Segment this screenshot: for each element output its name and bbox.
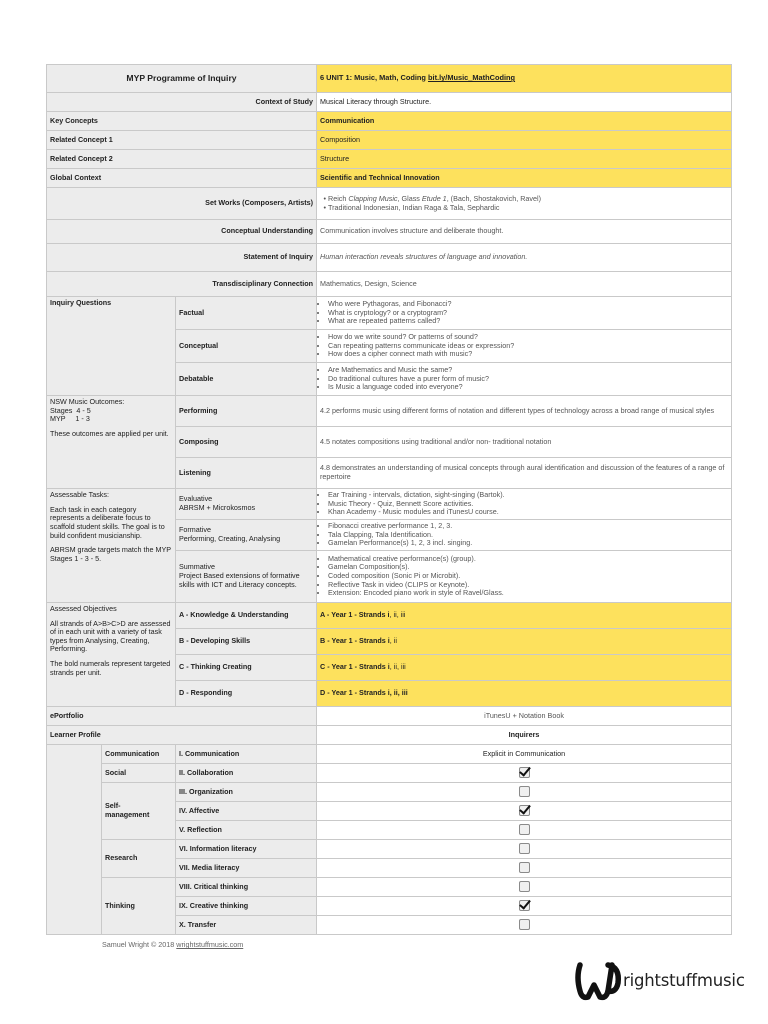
assessed-objectives-note-1: All strands of A>B>C>D are assessed of in each unit with a variety of task types from Analysing, Creating, Performing.: [50, 618, 171, 654]
list-item: • Are Mathematics and Music the same?: [328, 366, 728, 375]
atl-skill-media-literacy: VII. Media literacy: [176, 858, 317, 877]
media-literacy-checkbox[interactable]: [519, 862, 530, 873]
task-formative-sub: Performing, Creating, Analysing: [179, 533, 281, 543]
context-of-study-label: Context of Study: [47, 93, 317, 112]
collaboration-checkbox[interactable]: [519, 767, 530, 778]
atl-category-thinking: Thinking: [102, 877, 176, 934]
footer-credit: [102, 940, 243, 949]
objective-a-value: A - Year 1 - Strands i, ii, iii: [317, 602, 732, 628]
related-concept-1-value: Composition: [317, 131, 732, 150]
assessable-tasks-cell: [47, 489, 176, 603]
assessed-objectives-title: Assessed Objectives: [50, 603, 117, 613]
task-evaluative-cell: [176, 489, 317, 520]
list-item: • Can repeating patterns communicate ideas or expression?: [328, 342, 728, 351]
unit-title: 6 UNIT 1: Music, Math, Coding: [320, 73, 426, 83]
atl-skill-transfer: X. Transfer: [176, 915, 317, 934]
statement-of-inquiry-value: Human interaction reveals structures of language and innovation.: [317, 244, 732, 272]
assessable-tasks-note-2: ABRSM grade targets match the MYP Stages 1 - 3 - 5.: [50, 545, 171, 563]
task-summative-label: Summative: [179, 562, 215, 572]
eportfolio-value: iTunesU + Notation Book: [317, 706, 732, 725]
task-evaluative-sub: ABRSM + Microkosmos: [179, 502, 256, 512]
footer-link[interactable]: wrightstuffmusic.com: [176, 940, 244, 949]
key-concepts-label: Key Concepts: [47, 112, 317, 131]
list-item: • What is cryptology? or a cryptogram?: [328, 309, 728, 318]
information-literacy-checkbox[interactable]: [519, 843, 530, 854]
wrightstuffmusic-logo: [574, 957, 745, 1003]
outcomes-myp: MYP 1 - 3: [50, 414, 90, 424]
task-formative-items: [317, 519, 732, 550]
transdisciplinary-label: Transdisciplinary Connection: [47, 272, 317, 297]
list-item: • Extension: Encoded piano work in style of Ravel/Glass.: [328, 589, 728, 598]
atl-skill-affective: IV. Affective: [176, 801, 317, 820]
footer-text: Samuel Wright © 2018: [102, 940, 177, 949]
outcome-performing-value: 4.2 performs music using different forms of notation and different types of technology across a broad range of musical styles: [317, 396, 732, 427]
objective-b-value: B - Year 1 - Strands i, ii: [317, 628, 732, 654]
set-works-value: [317, 188, 732, 220]
atl-skill-reflection: V. Reflection: [176, 820, 317, 839]
inquiry-factual-items: [317, 297, 732, 330]
outcome-composing-value: 4.5 notates compositions using traditional and/or non- traditional notation: [317, 427, 732, 458]
list-item: • Music Theory - Quiz, Bennett Score activities.: [328, 500, 728, 509]
task-summative-sub: Project Based extensions of formative skills with ICT and Literacy concepts.: [179, 571, 300, 589]
programme-title: MYP Programme of Inquiry: [47, 65, 317, 93]
transdisciplinary-value: Mathematics, Design, Science: [317, 272, 732, 297]
context-of-study-value: Musical Literacy through Structure.: [317, 93, 732, 112]
list-item: • What are repeated patterns called?: [328, 317, 728, 326]
reflection-checkbox[interactable]: [519, 824, 530, 835]
list-item: • Mathematical creative performance(s) (group).: [328, 555, 728, 564]
objective-d-value: D - Year 1 - Strands i, ii, iii: [317, 680, 732, 706]
creative-thinking-checkbox[interactable]: [519, 900, 530, 911]
atl-category-self-management: Self- management: [102, 782, 176, 839]
objective-c-value: C - Year 1 - Strands i, ii, iii: [317, 654, 732, 680]
outcomes-stages: Stages 4 - 5: [50, 405, 91, 415]
list-item: • Fibonacci creative performance 1, 2, 3.: [328, 522, 728, 531]
atl-skill-creative-thinking: IX. Creative thinking: [176, 896, 317, 915]
list-item: • How does a cipher connect math with music?: [328, 350, 728, 359]
assessable-tasks-title: Assessable Tasks:: [50, 490, 109, 499]
list-item: • Tala Clapping, Tala Identification.: [328, 531, 728, 540]
logo-text: rightstuffmusic: [623, 970, 745, 990]
learner-profile-value: Inquirers: [317, 725, 732, 744]
task-formative-label: Formative: [179, 525, 211, 535]
task-evaluative-label: Evaluative: [179, 494, 213, 504]
unit-title-cell: [317, 65, 732, 93]
task-evaluative-items: [317, 489, 732, 520]
outcome-listening-value: 4.8 demonstrates an understanding of musical concepts through aural identification and discussion of the features of a range of repertoire: [317, 458, 732, 489]
assessed-objectives-note-2: The bold numerals represent targeted strands per unit.: [50, 659, 171, 677]
atl-skill-collaboration: II. Collaboration: [176, 763, 317, 782]
atl-category-communication: Communication: [102, 744, 176, 763]
related-concept-2-label: Related Concept 2: [47, 150, 317, 169]
atl-category-research: Research: [102, 839, 176, 877]
objective-b-label: B - Developing Skills: [176, 628, 317, 654]
atl-skill-communication: I. Communication: [176, 744, 317, 763]
task-summative-items: [317, 550, 732, 602]
learner-profile-label: Learner Profile: [47, 725, 317, 744]
inquiry-conceptual-label: Conceptual: [176, 330, 317, 363]
list-item: • How do we write sound? Or patterns of sound?: [328, 333, 728, 342]
task-summative-cell: [176, 550, 317, 602]
set-works-label: Set Works (Composers, Artists): [47, 188, 317, 220]
key-concepts-value: Communication: [317, 112, 732, 131]
atl-skill-organization: III. Organization: [176, 782, 317, 801]
atl-category-social: Social: [102, 763, 176, 782]
outcomes-label-cell: [47, 396, 176, 489]
conceptual-understanding-label: Conceptual Understanding: [47, 220, 317, 244]
list-item: • Ear Training - intervals, dictation, sight-singing (Bartok).: [328, 491, 728, 500]
objective-c-label: C - Thinking Creating: [176, 654, 317, 680]
task-formative-cell: [176, 519, 317, 550]
w-logo-icon: [574, 957, 622, 1003]
eportfolio-label: ePortfolio: [47, 706, 317, 725]
inquiry-debatable-label: Debatable: [176, 363, 317, 396]
inquiry-factual-label: Factual: [176, 297, 317, 330]
unit-link[interactable]: bit.ly/Music_MathCoding: [428, 73, 516, 83]
organization-checkbox[interactable]: [519, 786, 530, 797]
outcomes-note: These outcomes are applied per unit.: [50, 428, 169, 438]
list-item: • Coded composition (Sonic Pi or Microbit).: [328, 572, 728, 581]
list-item: • Reflective Task in video (CLIPS or Keynote).: [328, 581, 728, 590]
outcome-performing-label: Performing: [176, 396, 317, 427]
list-item: • Do traditional cultures have a purer form of music?: [328, 375, 728, 384]
related-concept-1-label: Related Concept 1: [47, 131, 317, 150]
transfer-checkbox[interactable]: [519, 919, 530, 930]
inquiry-questions-label: Inquiry Questions: [47, 297, 176, 396]
global-context-value: Scientific and Technical Innovation: [317, 169, 732, 188]
statement-of-inquiry-label: Statement of Inquiry: [47, 244, 317, 272]
set-works-item: • Reich Clapping Music, Glass Etude 1, (Bach, Shostakovich, Ravel): [328, 195, 728, 204]
atl-skill-critical-thinking: VIII. Critical thinking: [176, 877, 317, 896]
conceptual-understanding-value: Communication involves structure and deliberate thought.: [317, 220, 732, 244]
affective-checkbox[interactable]: [519, 805, 530, 816]
list-item: • Khan Academy - Music modules and iTunesU course.: [328, 508, 728, 517]
assessed-objectives-cell: [47, 602, 176, 706]
inquiry-debatable-items: [317, 363, 732, 396]
list-item: • Who were Pythagoras, and Fibonacci?: [328, 300, 728, 309]
list-item: • Is Music a language coded into everyone?: [328, 383, 728, 392]
atl-spacer: [47, 744, 102, 934]
objective-a-label: A - Knowledge & Understanding: [176, 602, 317, 628]
outcome-composing-label: Composing: [176, 427, 317, 458]
inquiry-conceptual-items: [317, 330, 732, 363]
list-item: • Gamelan Composition(s).: [328, 563, 728, 572]
list-item: • Gamelan Performance(s) 1, 2, 3 incl. singing.: [328, 539, 728, 548]
outcomes-title: NSW Music Outcomes:: [50, 397, 125, 406]
set-works-item: • Traditional Indonesian, Indian Raga & Tala, Sephardic: [328, 204, 728, 213]
critical-thinking-checkbox[interactable]: [519, 881, 530, 892]
assessable-tasks-note-1: Each task in each category represents a deliberate focus to scaffold student skills. The goal is to build confident musicianship.: [50, 504, 165, 540]
outcome-listening-label: Listening: [176, 458, 317, 489]
atl-communication-value: Explicit in Communication: [317, 744, 732, 763]
related-concept-2-value: Structure: [317, 150, 732, 169]
objective-d-label: D - Responding: [176, 680, 317, 706]
global-context-label: Global Context: [47, 169, 317, 188]
programme-of-inquiry-table: [46, 64, 732, 935]
atl-skill-information-literacy: VI. Information literacy: [176, 839, 317, 858]
